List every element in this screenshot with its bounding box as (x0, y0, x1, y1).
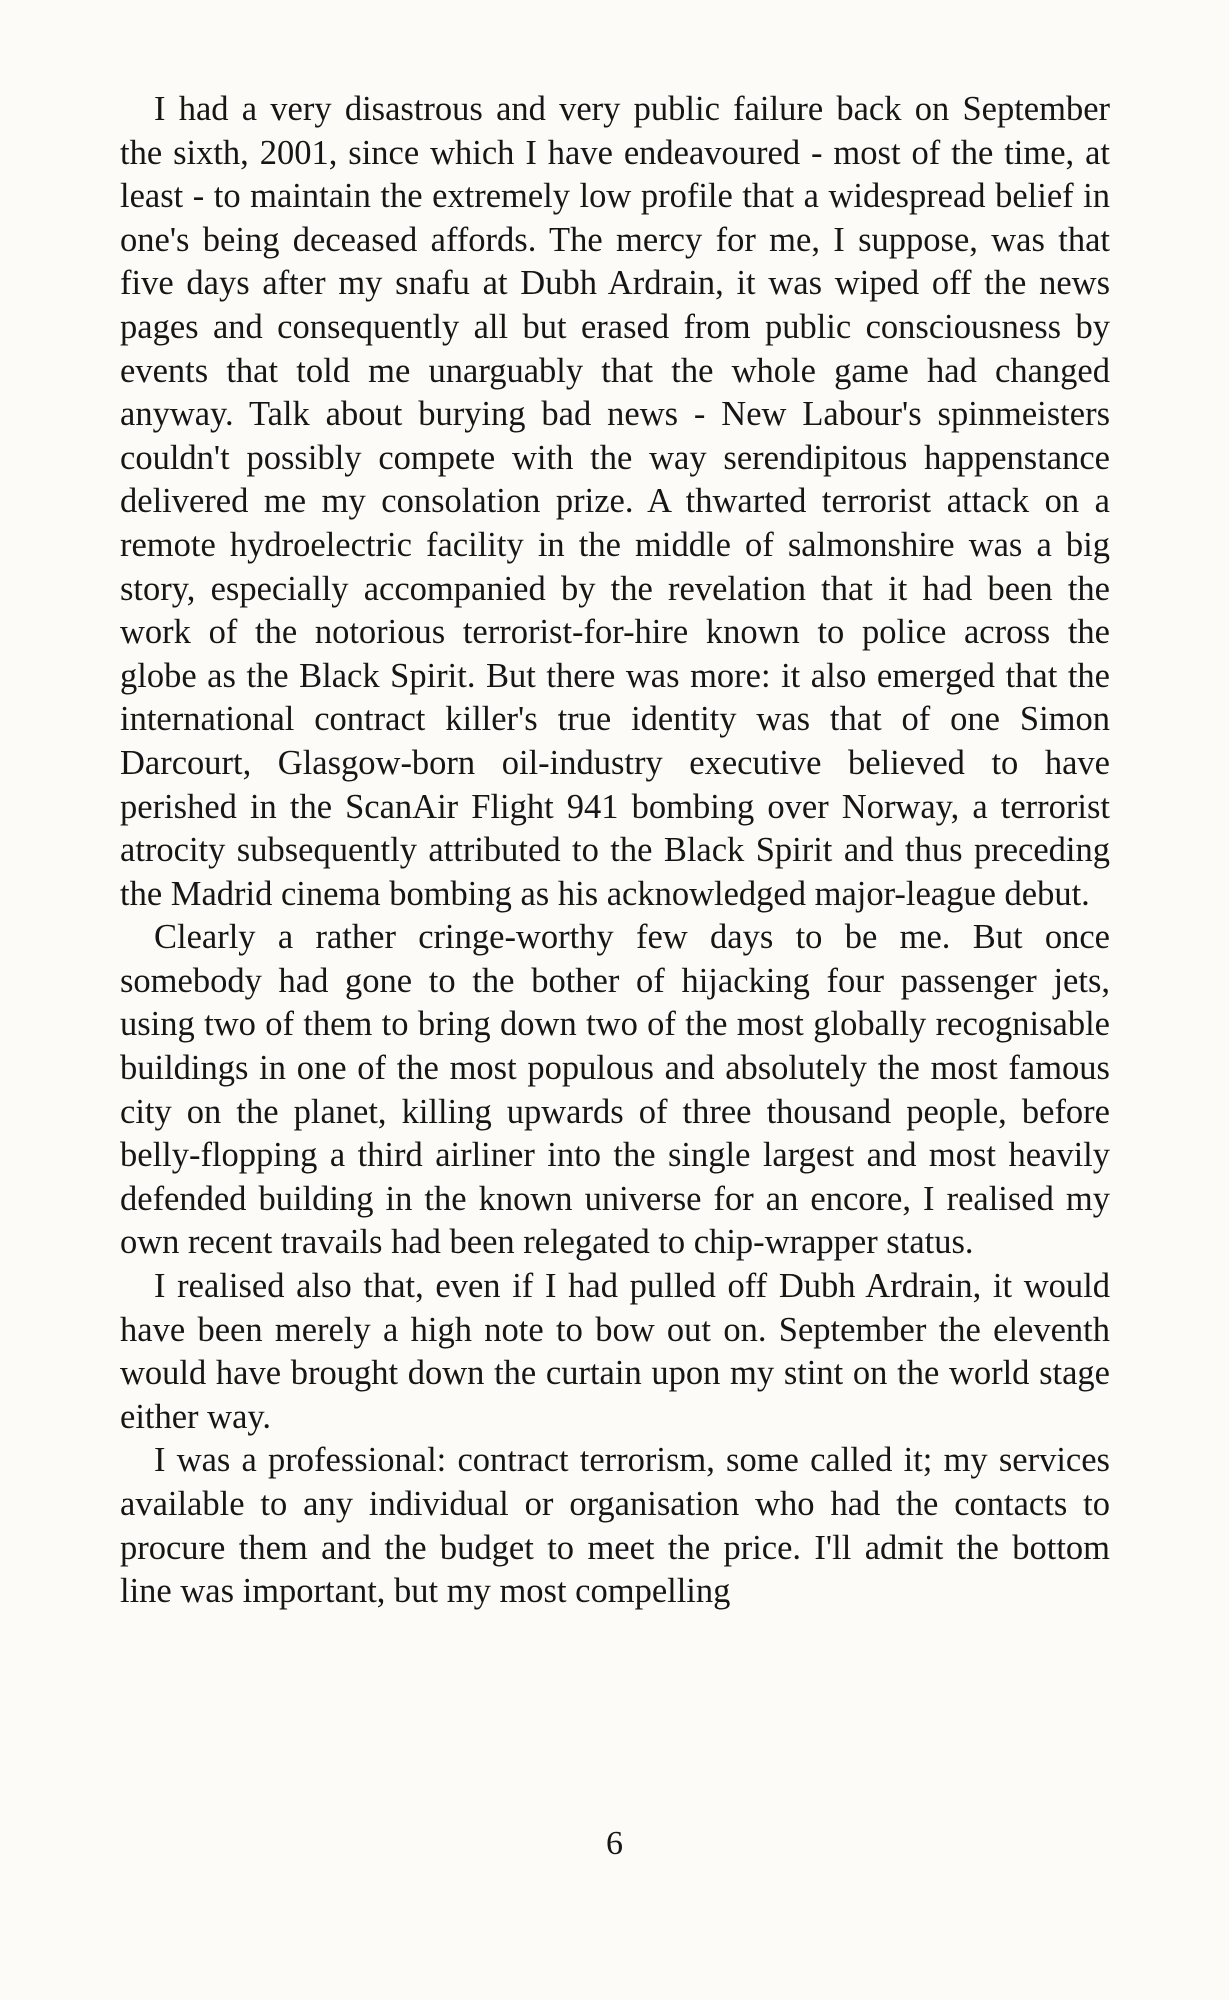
paragraph-2: Clearly a rather cringe-worthy few days to be me. But once somebody had gone to the bother of hijacking four passenger jets, using two of them to bring down two of the most globally recognisable buildings in one of the most populous and absolutely the most famous city on the planet, killing upwards of three thousand people, before belly-flopping a third airliner into the single largest and most heavily defended building in the known universe for an encore, I realised my own recent travails had been relegated to chip-wrapper status. (120, 918, 1110, 1262)
paragraph-3: I realised also that, even if I had pulled off Dubh Ardrain, it would have been merely a high note to bow out on. September the eleventh would have brought down the curtain upon my stint on the world stage either way. (120, 1267, 1110, 1436)
page-number: 6 (606, 1825, 623, 1862)
paragraph-1: I had a very disastrous and very public failure back on September the sixth, 2001, since which I have endeavoured - most of the time, at least - to maintain the extremely low profile that a widespread belief in one's being deceased affords. The mercy for me, I suppose, was that five days after my snafu at Dubh Ardrain, it was wiped off the news pages and consequently all but erased from public consciousness by events that told me unarguably that the whole game had changed anyway. Talk about burying bad news - New Labour's spinmeisters couldn't possibly compete with the way serendipitous happenstance delivered me my consolation prize. A thwarted terrorist attack on a remote hydroelectric facility in the middle of salmonshire was a big story, especially accompanied by the revelation that it had been the work of the notorious terrorist-for-hire known to police across the globe as the Black Spirit. But there was more: it also emerged that the international contract killer's true identity was that of one Simon Darcourt, Glasgow-born oil-industry executive believed to have perished in the ScanAir Flight 941 bombing over Norway, a terrorist atrocity subsequently attributed to the Black Spirit and thus preceding the Madrid cinema bombing as his acknowledged major-league debut. (120, 90, 1110, 913)
body-text (120, 88, 1110, 1614)
paragraph-4: I was a professional: contract terrorism, some called it; my services available to any individual or organisation who had the contacts to procure them and the budget to meet the price. I'll admit the bottom line was important, but my most compelling (120, 1441, 1110, 1611)
